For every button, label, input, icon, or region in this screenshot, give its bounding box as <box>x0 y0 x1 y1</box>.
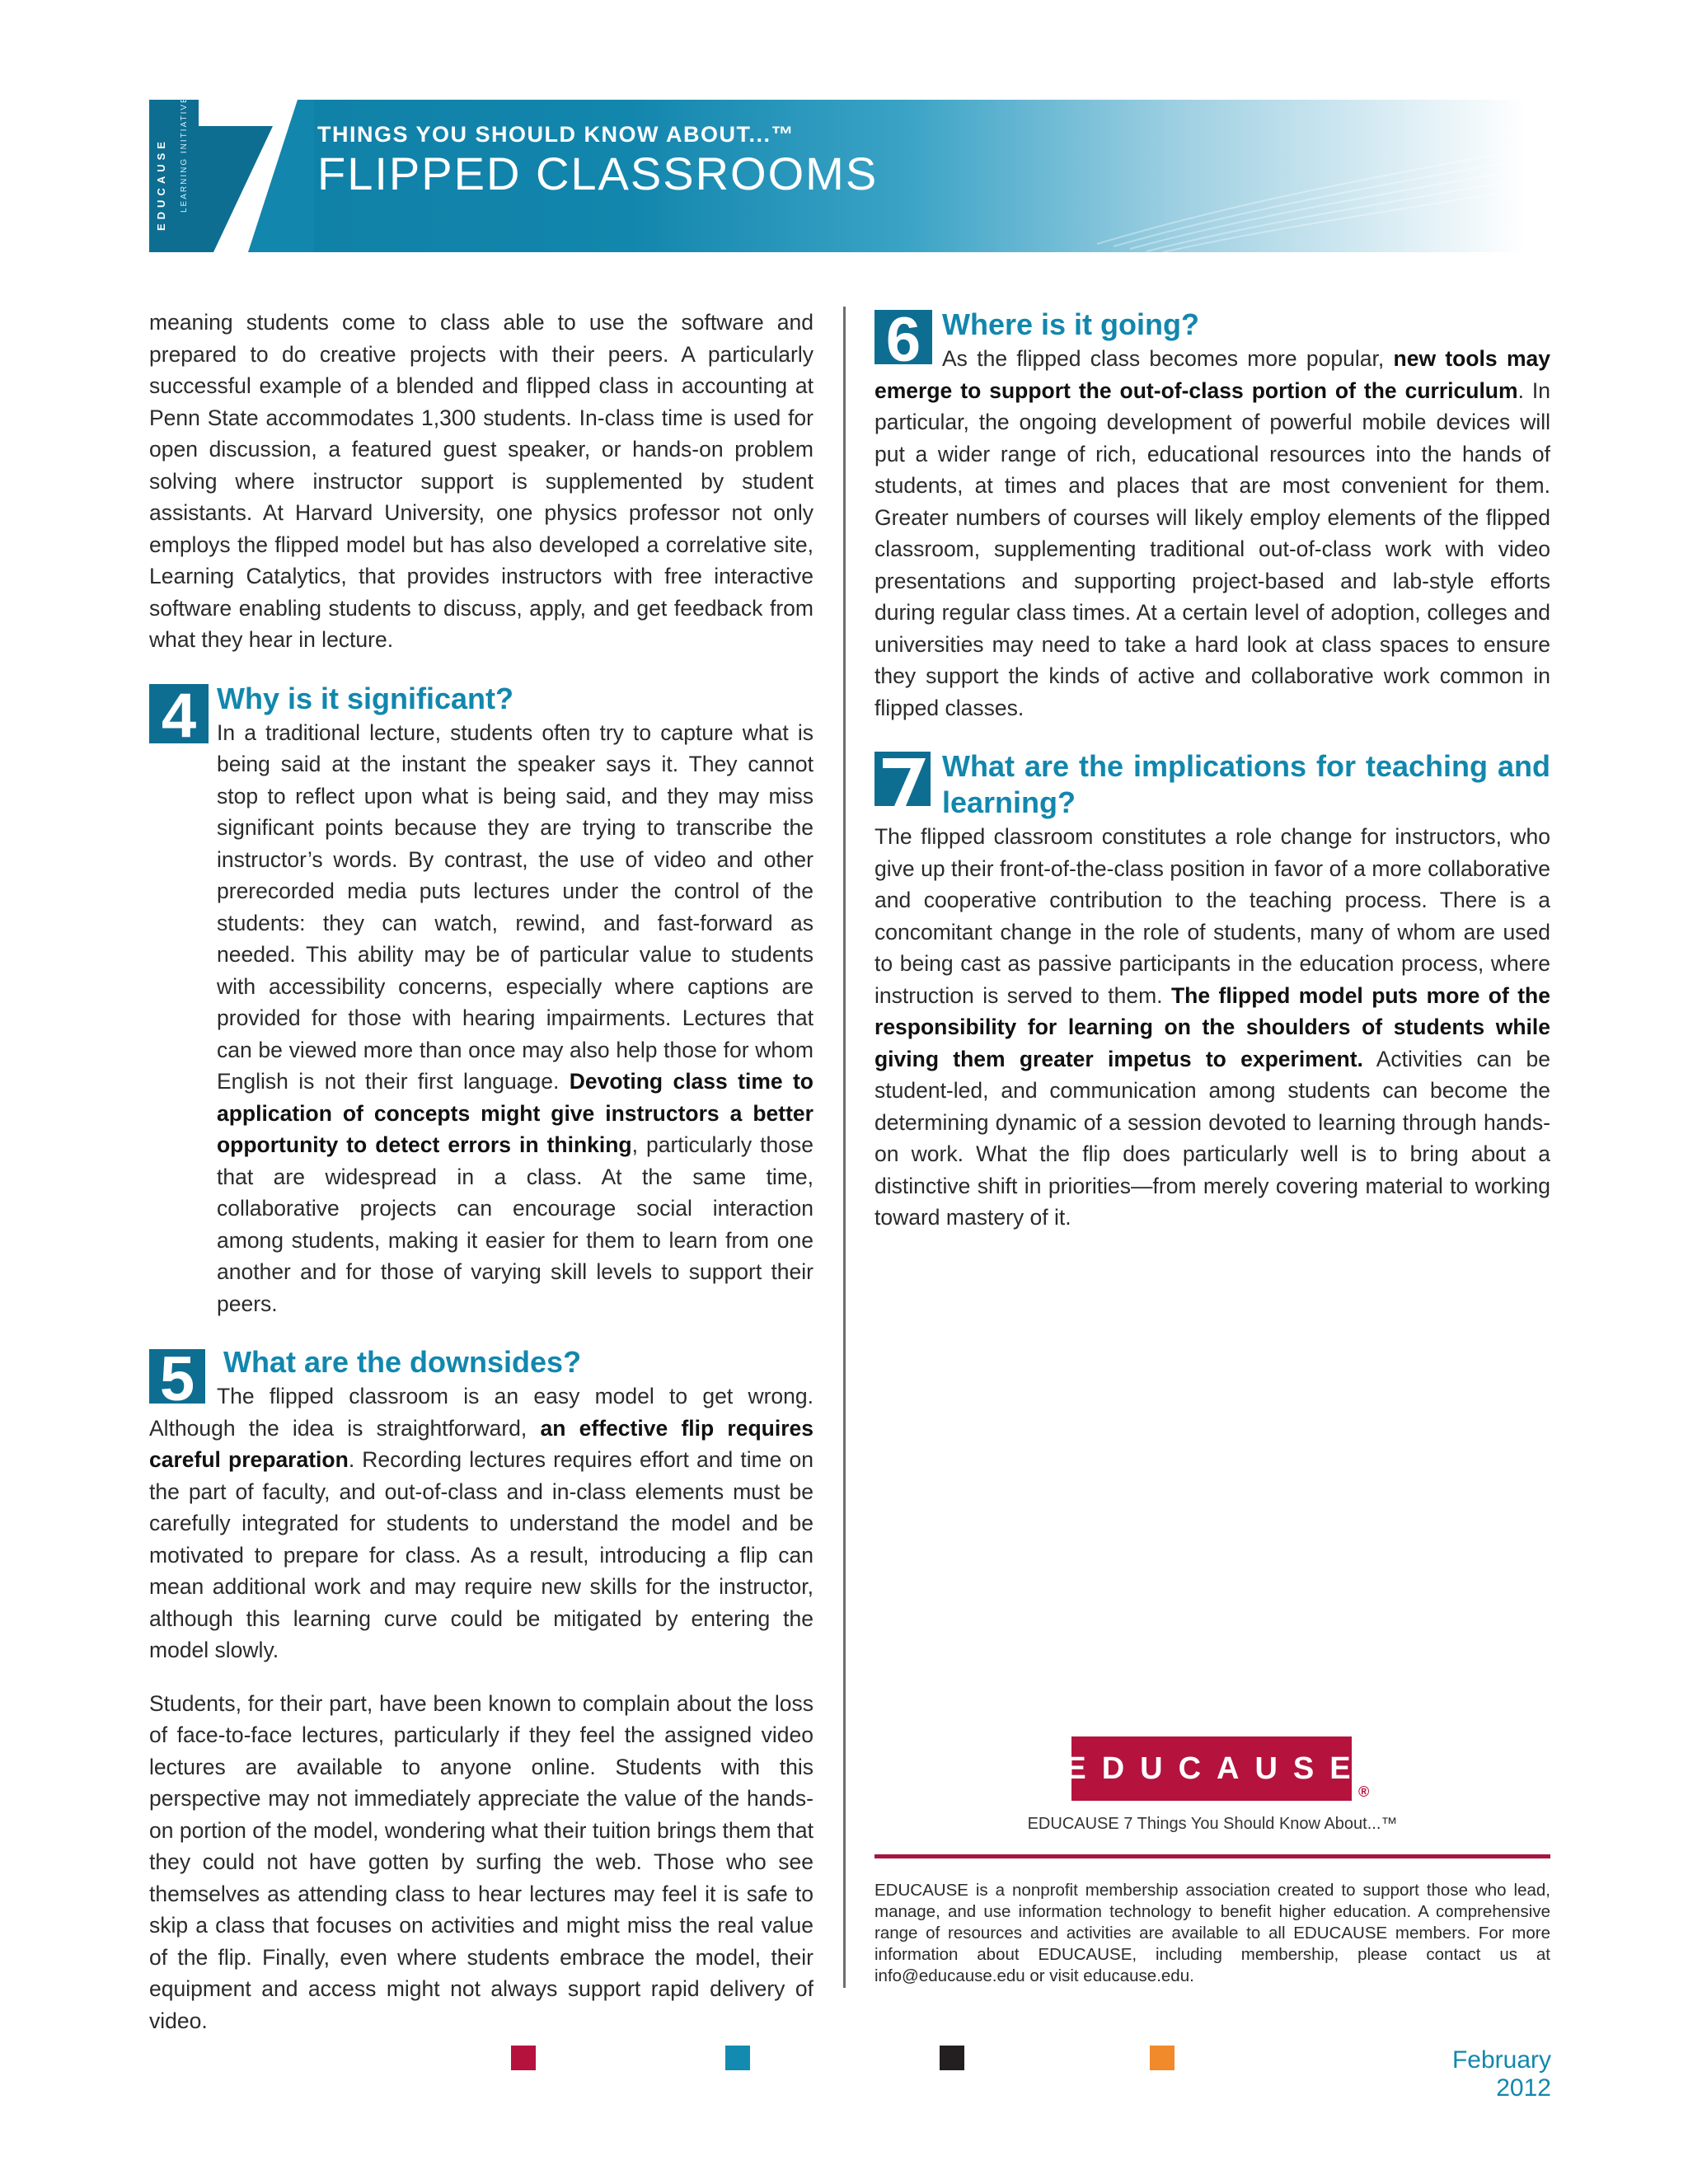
orange-square <box>1150 2046 1175 2070</box>
section-number-badge <box>149 1349 205 1404</box>
section-number-badge <box>874 752 931 806</box>
section-number-badge <box>874 310 932 364</box>
banner-kicker: THINGS YOU SHOULD KNOW ABOUT...™ <box>317 122 795 147</box>
left-column <box>149 307 814 2036</box>
section-number-badge <box>149 684 209 743</box>
teal-square <box>725 2046 750 2070</box>
section-paragraph: The flipped classroom constitutes a role change for instructors, who give up their front-of-the-class position in favor of a more collaborative and cooperative contribution to the teaching process. There is a concomitant change in the role of students, many of whom are used to being cast as passive participants in the education process, where instruction is served to them. The flipped model puts more of the responsibility for learning on the shoulders of students while giving them greater impetus to experiment. Activities can be student-led, and communication among students can become the determining dynamic of a session devoted to learning through hands-on work. What the flip does particularly well is to bring about a distinctive shift in priorities—from merely covering material to working toward mastery of it. <box>874 824 1550 1230</box>
section-paragraph: In a traditional lecture, students often try to capture what is being said at the instant the speaker says it. They cannot stop to reflect upon what is being said, and they may miss significant points because they are trying to transcribe the instructor’s words. By contrast, the use of video and other prerecorded media puts lectures under the control of the students: they can watch, rewind, and fast-forward as needed. This ability may be of particular value to students with accessibility concerns, especially where captions are provided for those with hearing impairments. Lectures that can be viewed more than once may also help those for whom English is not their first language. Devoting class time to application of concepts might give instructors a better opportunity to detect errors in thinking, particularly those that are widespread in a class. At the same time, collaborative projects can encourage social interaction among students, making it easier for them to learn from one another and for those of varying skill levels to support their peers. <box>217 719 814 1316</box>
section-paragraph: The flipped classroom is an easy model to get wrong. Although the idea is straightforward, an effective flip requires careful preparation. Recording lectures requires effort and time on the part of faculty, and out-of-class and in-class elements must be carefully integrated for students to understand the model and be motivated to prepare for class. As a result, introducing a flip can mean additional work and may require new skills for the instructor, although this learning curve could be mitigated by entering the model slowly. <box>149 1384 814 1662</box>
section-title: Why is it significant? <box>217 681 514 715</box>
intro-paragraph: meaning students come to class able to use the software and prepared to do creative projects with their peers. A particularly successful example of a blended and flipped class in accounting at Penn State accommodates 1,300 students. In-class time is used for open discussion, a featured guest speaker, or hands-on problem solving where instructor support is supplemented by student assistants. At Harvard University, one physics professor not only employs the flipped model but has also developed a correlative site, Learning Catalytics, that provides instructors with free interactive software enabling students to discuss, apply, and get feedback from what they hear in lecture. <box>149 310 814 652</box>
educause-logo: EDUCAUSE <box>1071 1736 1352 1801</box>
page-title: FLIPPED CLASSROOMS <box>317 148 879 199</box>
crimson-square <box>511 2046 536 2070</box>
section-4 <box>149 681 814 1320</box>
section-7 <box>874 748 1550 1234</box>
seven-logo-icon <box>149 100 314 252</box>
section-number: 5 <box>159 1349 195 1404</box>
section-6 <box>874 307 1550 724</box>
section-number: 6 <box>885 310 921 364</box>
black-square <box>940 2046 964 2070</box>
section-5 <box>149 1344 814 2036</box>
footer-rule <box>874 1854 1550 1858</box>
about-educause: EDUCAUSE is a nonprofit membership association created to support those who lead, manage, and use information technology to benefit higher education. A comprehensive range of resources and activities are available to all EDUCAUSE members. For more information about EDUCAUSE, including membership, please contact us at info@educause.edu or visit educause.edu. <box>874 1881 1550 1985</box>
registered-mark: ® <box>1358 1783 1370 1800</box>
section-title: What are the implications for teaching and learning? <box>942 749 1550 819</box>
column-divider <box>843 307 846 1988</box>
brand-vertical-sub: LEARNING INITIATIVE <box>180 96 189 213</box>
section-number: 4 <box>161 683 197 743</box>
section-title: What are the downsides? <box>223 1345 582 1379</box>
publication-date: February 2012 <box>1451 2046 1551 2102</box>
right-column <box>874 307 1550 1234</box>
section-paragraph: Students, for their part, have been known to complain about the loss of face-to-face lectures, particularly if they feel the assigned video lectures are available to anyone online. Students with this perspective may not immediately appreciate the value of the hands-on portion of the model, wondering what their tuition brings them that they could not have gotten by surfing the web. Those who see themselves as attending class to hear lectures may feel it is safe to skip a class that focuses on activities and might miss the real value of the flip. Finally, even where students embrace the model, their equipment and access might not always support rapid delivery of video. <box>149 1690 814 2033</box>
section-paragraph: As the flipped class becomes more popular, new tools may emerge to support the out-of-class portion of the curriculum. In particular, the ongoing development of powerful mobile devices will put a wider range of rich, educational resources into the hands of students, at times and places that are most convenient for them. Greater numbers of courses will likely employ elements of the flipped classroom, supplementing traditional out-of-class work with video presentations and supporting project-based and lab-style efforts during regular class times. At a certain level of adoption, colleges and universities may need to take a hard look at class spaces to ensure they support the kinds of active and collaborative work common in flipped classes. <box>874 346 1550 720</box>
section-title: Where is it going? <box>942 307 1199 341</box>
brand-vertical: EDUCAUSE <box>155 138 167 231</box>
series-tagline: EDUCAUSE 7 Things You Should Know About...™ <box>1027 1815 1398 1833</box>
